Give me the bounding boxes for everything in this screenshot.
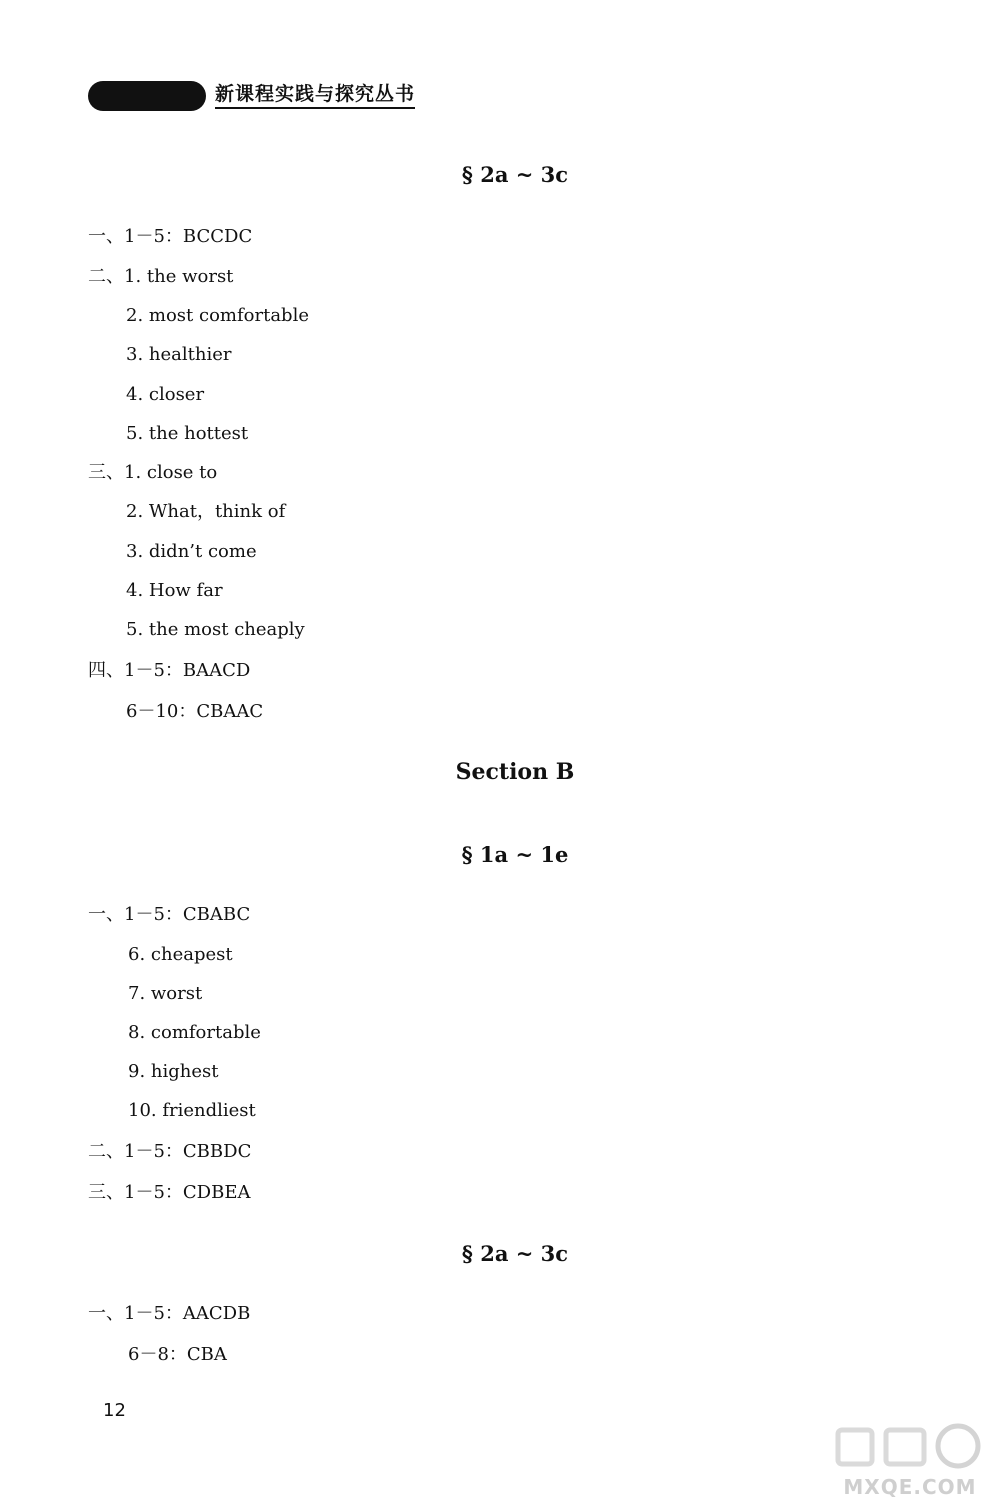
answer-line: 5. the hottest xyxy=(126,423,249,444)
watermark-logo xyxy=(830,1420,990,1500)
answer-line: 一、1－5：AACDB xyxy=(88,1303,251,1324)
answer-line: 二、1－5：CBBDC xyxy=(88,1141,252,1162)
header-bar xyxy=(88,81,206,111)
answer-line: 3. healthier xyxy=(126,344,232,365)
answer-line: 4. closer xyxy=(126,384,205,405)
answer-line: 三、1－5：CDBEA xyxy=(88,1182,251,1203)
answer-line: 6. cheapest xyxy=(128,944,233,965)
section-heading-2a-3c-b: § 2a ~ 3c xyxy=(461,1241,569,1266)
section-b-heading: Section B xyxy=(455,759,575,785)
answer-line: 2. What，think of xyxy=(126,501,286,522)
answer-line: 5. the most cheaply xyxy=(126,619,305,640)
page-number: 12 xyxy=(103,1400,126,1421)
answer-line: 10. friendliest xyxy=(128,1100,256,1121)
answer-line: 四、1－5：BAACD xyxy=(88,660,251,681)
answer-line: 3. didn’t come xyxy=(126,541,257,562)
answer-line: 一、1－5：CBABC xyxy=(88,904,251,925)
section-heading-2a-3c: § 2a ~ 3c xyxy=(461,162,569,187)
answer-line: 7. worst xyxy=(128,983,203,1004)
answer-line: 9. highest xyxy=(128,1061,219,1082)
answer-line: 二、1. the worst xyxy=(88,266,234,287)
answer-line: 三、1. close to xyxy=(88,462,218,483)
watermark-text: MXQE.COM xyxy=(843,1475,977,1499)
section-heading-1a-1e: § 1a ~ 1e xyxy=(461,842,569,867)
answer-line: 2. most comfortable xyxy=(126,305,309,326)
answer-line: 8. comfortable xyxy=(128,1022,261,1043)
answer-line: 6－10：CBAAC xyxy=(126,701,264,722)
answer-line: 6－8：CBA xyxy=(128,1344,227,1365)
answer-line: 4. How far xyxy=(126,580,223,601)
answer-line: 一、1－5：BCCDC xyxy=(88,226,253,247)
series-title: 新课程实践与探究丛书 xyxy=(215,82,415,109)
